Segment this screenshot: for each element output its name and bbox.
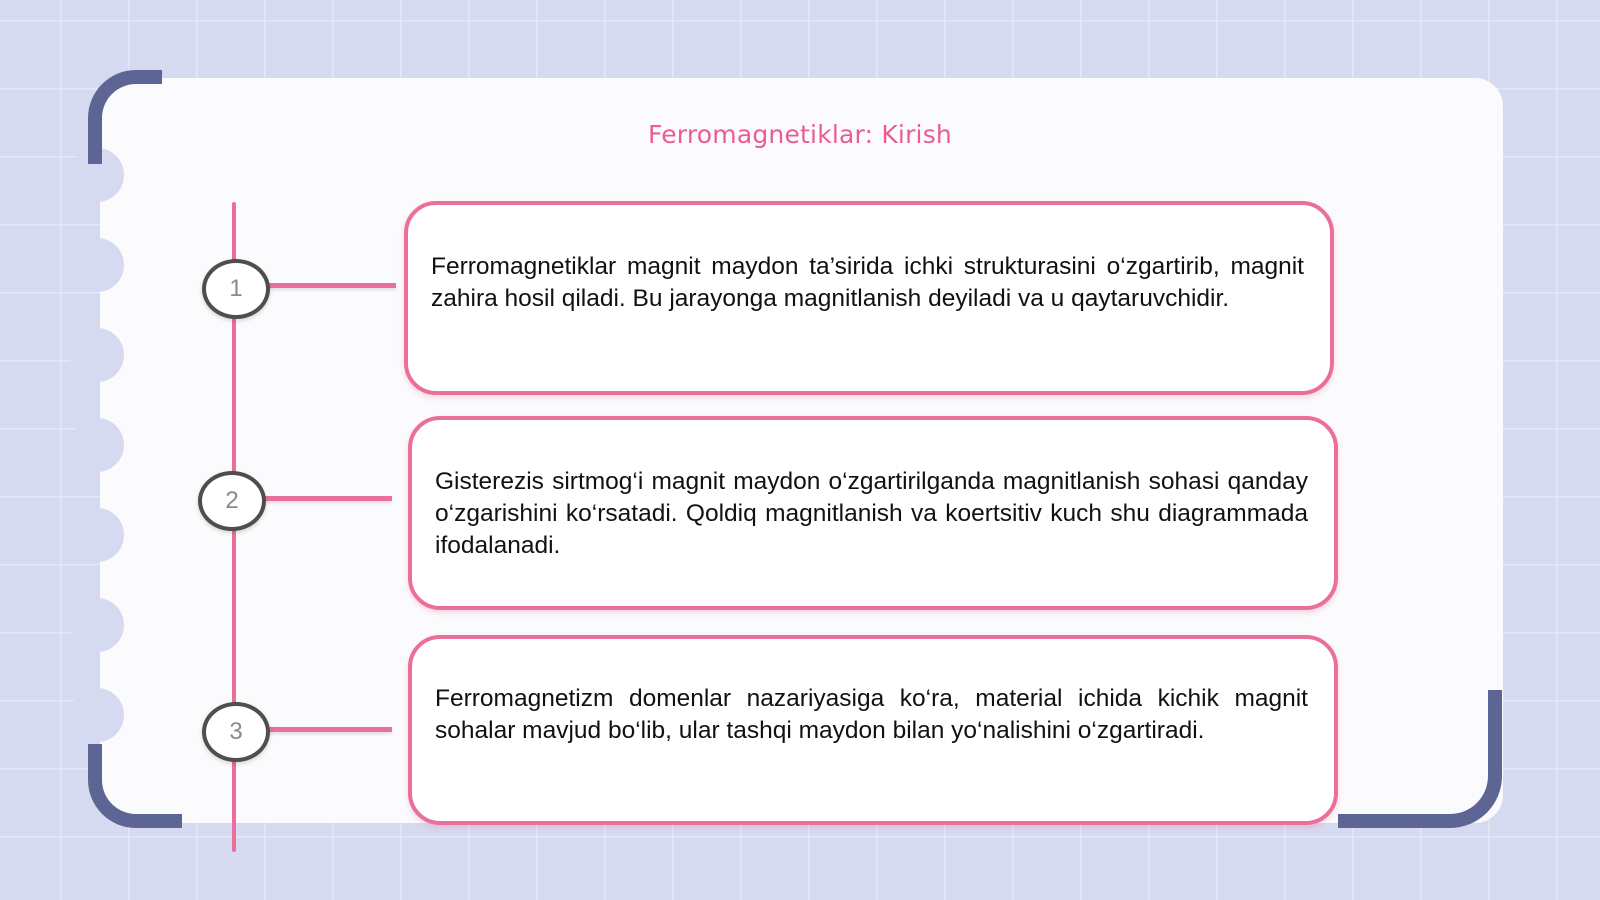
step-text: Ferromagnetizm domenlar nazariyasiga ko‘ra, material ichida kichik magnit sohalar mavjud bo‘lib, ular tashqi maydon bilan yo‘nalishini o‘zgartiradi.: [435, 685, 1308, 744]
scallop-decoration: [70, 418, 124, 472]
scallop-decoration: [70, 598, 124, 652]
corner-bracket-top-left: [88, 70, 162, 164]
corner-bracket-bottom-right: [1338, 690, 1502, 828]
slide-title: Ferromagnetiklar: Kirish: [648, 120, 952, 149]
scallop-decoration: [70, 328, 124, 382]
connector-line: [262, 283, 396, 288]
corner-bracket-bottom-left: [88, 744, 182, 828]
scallop-decoration: [70, 238, 124, 292]
scallop-decoration: [70, 688, 124, 742]
step-number-badge: 3: [202, 702, 270, 762]
connector-line: [262, 727, 392, 732]
connector-line: [258, 496, 392, 501]
step-text: Ferromagnetiklar magnit maydon ta’sirida ichki strukturasini o‘zgartirib, magnit zahira hosil qiladi. Bu jarayonga magnitlanish deyiladi va u qaytaruvchidir.: [431, 253, 1304, 312]
step-number-badge: 1: [202, 259, 270, 319]
scallop-decoration: [70, 508, 124, 562]
step-text: Gisterezis sirtmog‘i magnit maydon o‘zgartirilganda magnitlanish sohasi qanday o‘zgarishini ko‘rsatadi. Qoldiq magnitlanish va koertsitiv kuch shu diagrammada ifodalanadi.: [435, 468, 1308, 559]
step-number-badge: 2: [198, 471, 266, 531]
